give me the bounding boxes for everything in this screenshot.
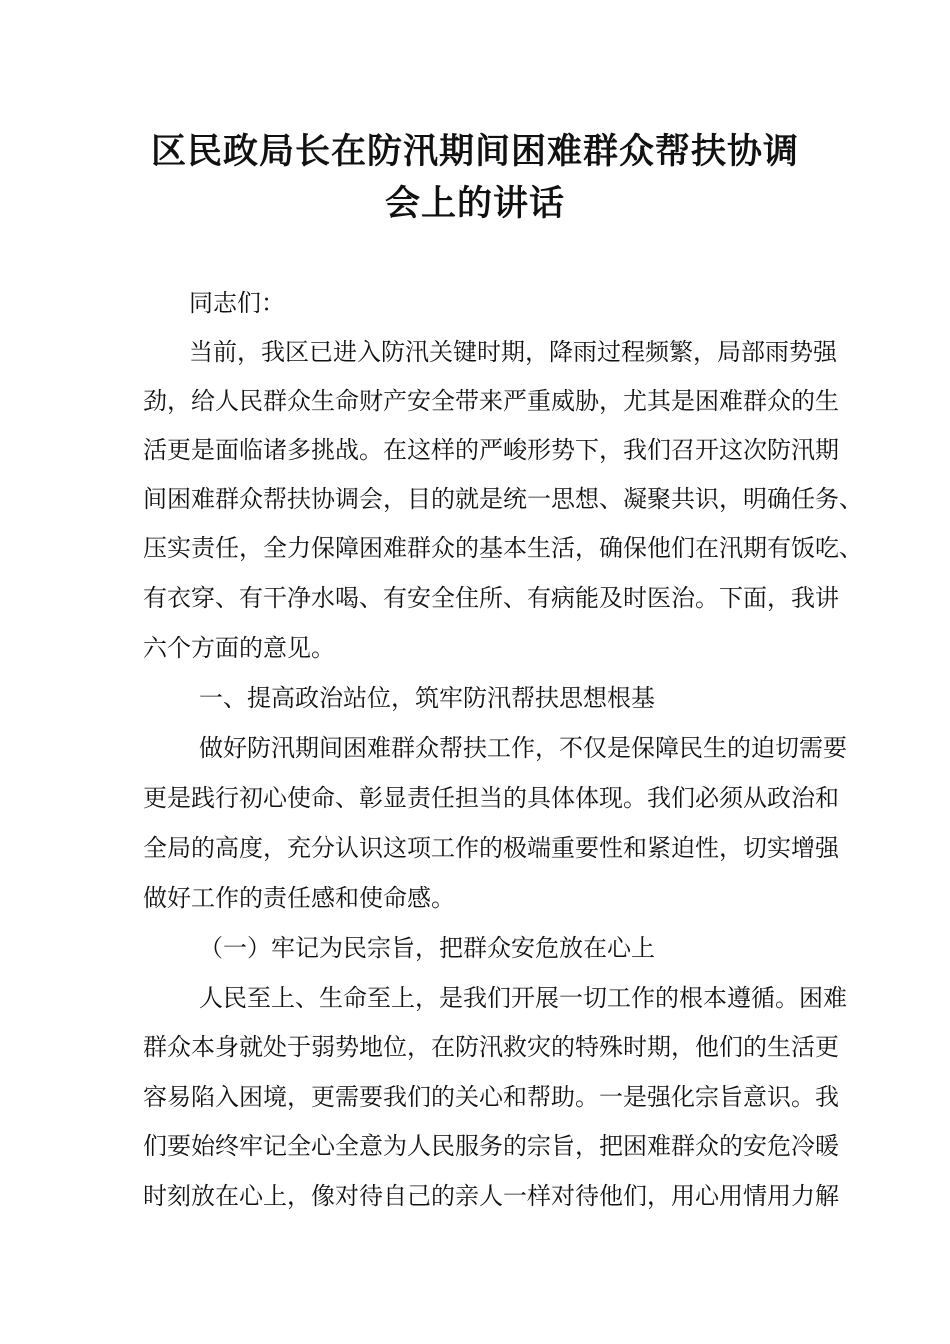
paragraph-line: 做好防汛期间困难群众帮扶工作，不仅是保障民生的迫切需要 bbox=[199, 734, 847, 762]
salutation: 同志们： bbox=[189, 289, 285, 317]
paragraph-line: 劲，给人民群众生命财产安全带来严重威胁，尤其是困难群众的生 bbox=[143, 387, 839, 415]
paragraph-line: 群众本身就处于弱势地位，在防汛救灾的特殊时期，他们的生活更 bbox=[143, 1033, 839, 1061]
paragraph-line: 有衣穿、有干净水喝、有安全住所、有病能及时医治。下面，我讲 bbox=[143, 584, 839, 612]
paragraph-line: 们要始终牢记全心全意为人民服务的宗旨，把困难群众的安危冷暖 bbox=[143, 1132, 839, 1160]
paragraph-line: 活更是面临诸多挑战。在这样的严峻形势下，我们召开这次防汛期 bbox=[143, 436, 839, 464]
paragraph-line: 容易陷入困境，更需要我们的关心和帮助。一是强化宗旨意识。我 bbox=[143, 1083, 839, 1111]
paragraph-line: 间困难群众帮扶协调会，目的就是统一思想、凝聚共识，明确任务、 bbox=[143, 485, 863, 513]
paragraph-line: 时刻放在心上，像对待自己的亲人一样对待他们，用心用情用力解 bbox=[143, 1182, 839, 1210]
document-title-line-1: 区民政局长在防汛期间困难群众帮扶协调 bbox=[150, 132, 799, 172]
section-heading: 一、提高政治站位，筑牢防汛帮扶思想根基 bbox=[199, 684, 655, 712]
document-title-line-2: 会上的讲话 bbox=[384, 184, 565, 224]
paragraph-line: 压实责任，全力保障困难群众的基本生活，确保他们在汛期有饭吃、 bbox=[143, 534, 863, 562]
paragraph-line: 六个方面的意见。 bbox=[143, 634, 335, 662]
paragraph-line: 当前，我区已进入防汛关键时期，降雨过程频繁，局部雨势强 bbox=[189, 338, 837, 366]
paragraph-line: 做好工作的责任感和使命感。 bbox=[143, 884, 455, 912]
paragraph-line: 人民至上、生命至上，是我们开展一切工作的根本遵循。困难 bbox=[199, 984, 847, 1012]
paragraph-line: 更是践行初心使命、彰显责任担当的具体体现。我们必须从政治和 bbox=[143, 784, 839, 812]
subsection-heading: （一）牢记为民宗旨，把群众安危放在心上 bbox=[199, 934, 655, 962]
paragraph-line: 全局的高度，充分认识这项工作的极端重要性和紧迫性，切实增强 bbox=[143, 834, 839, 862]
